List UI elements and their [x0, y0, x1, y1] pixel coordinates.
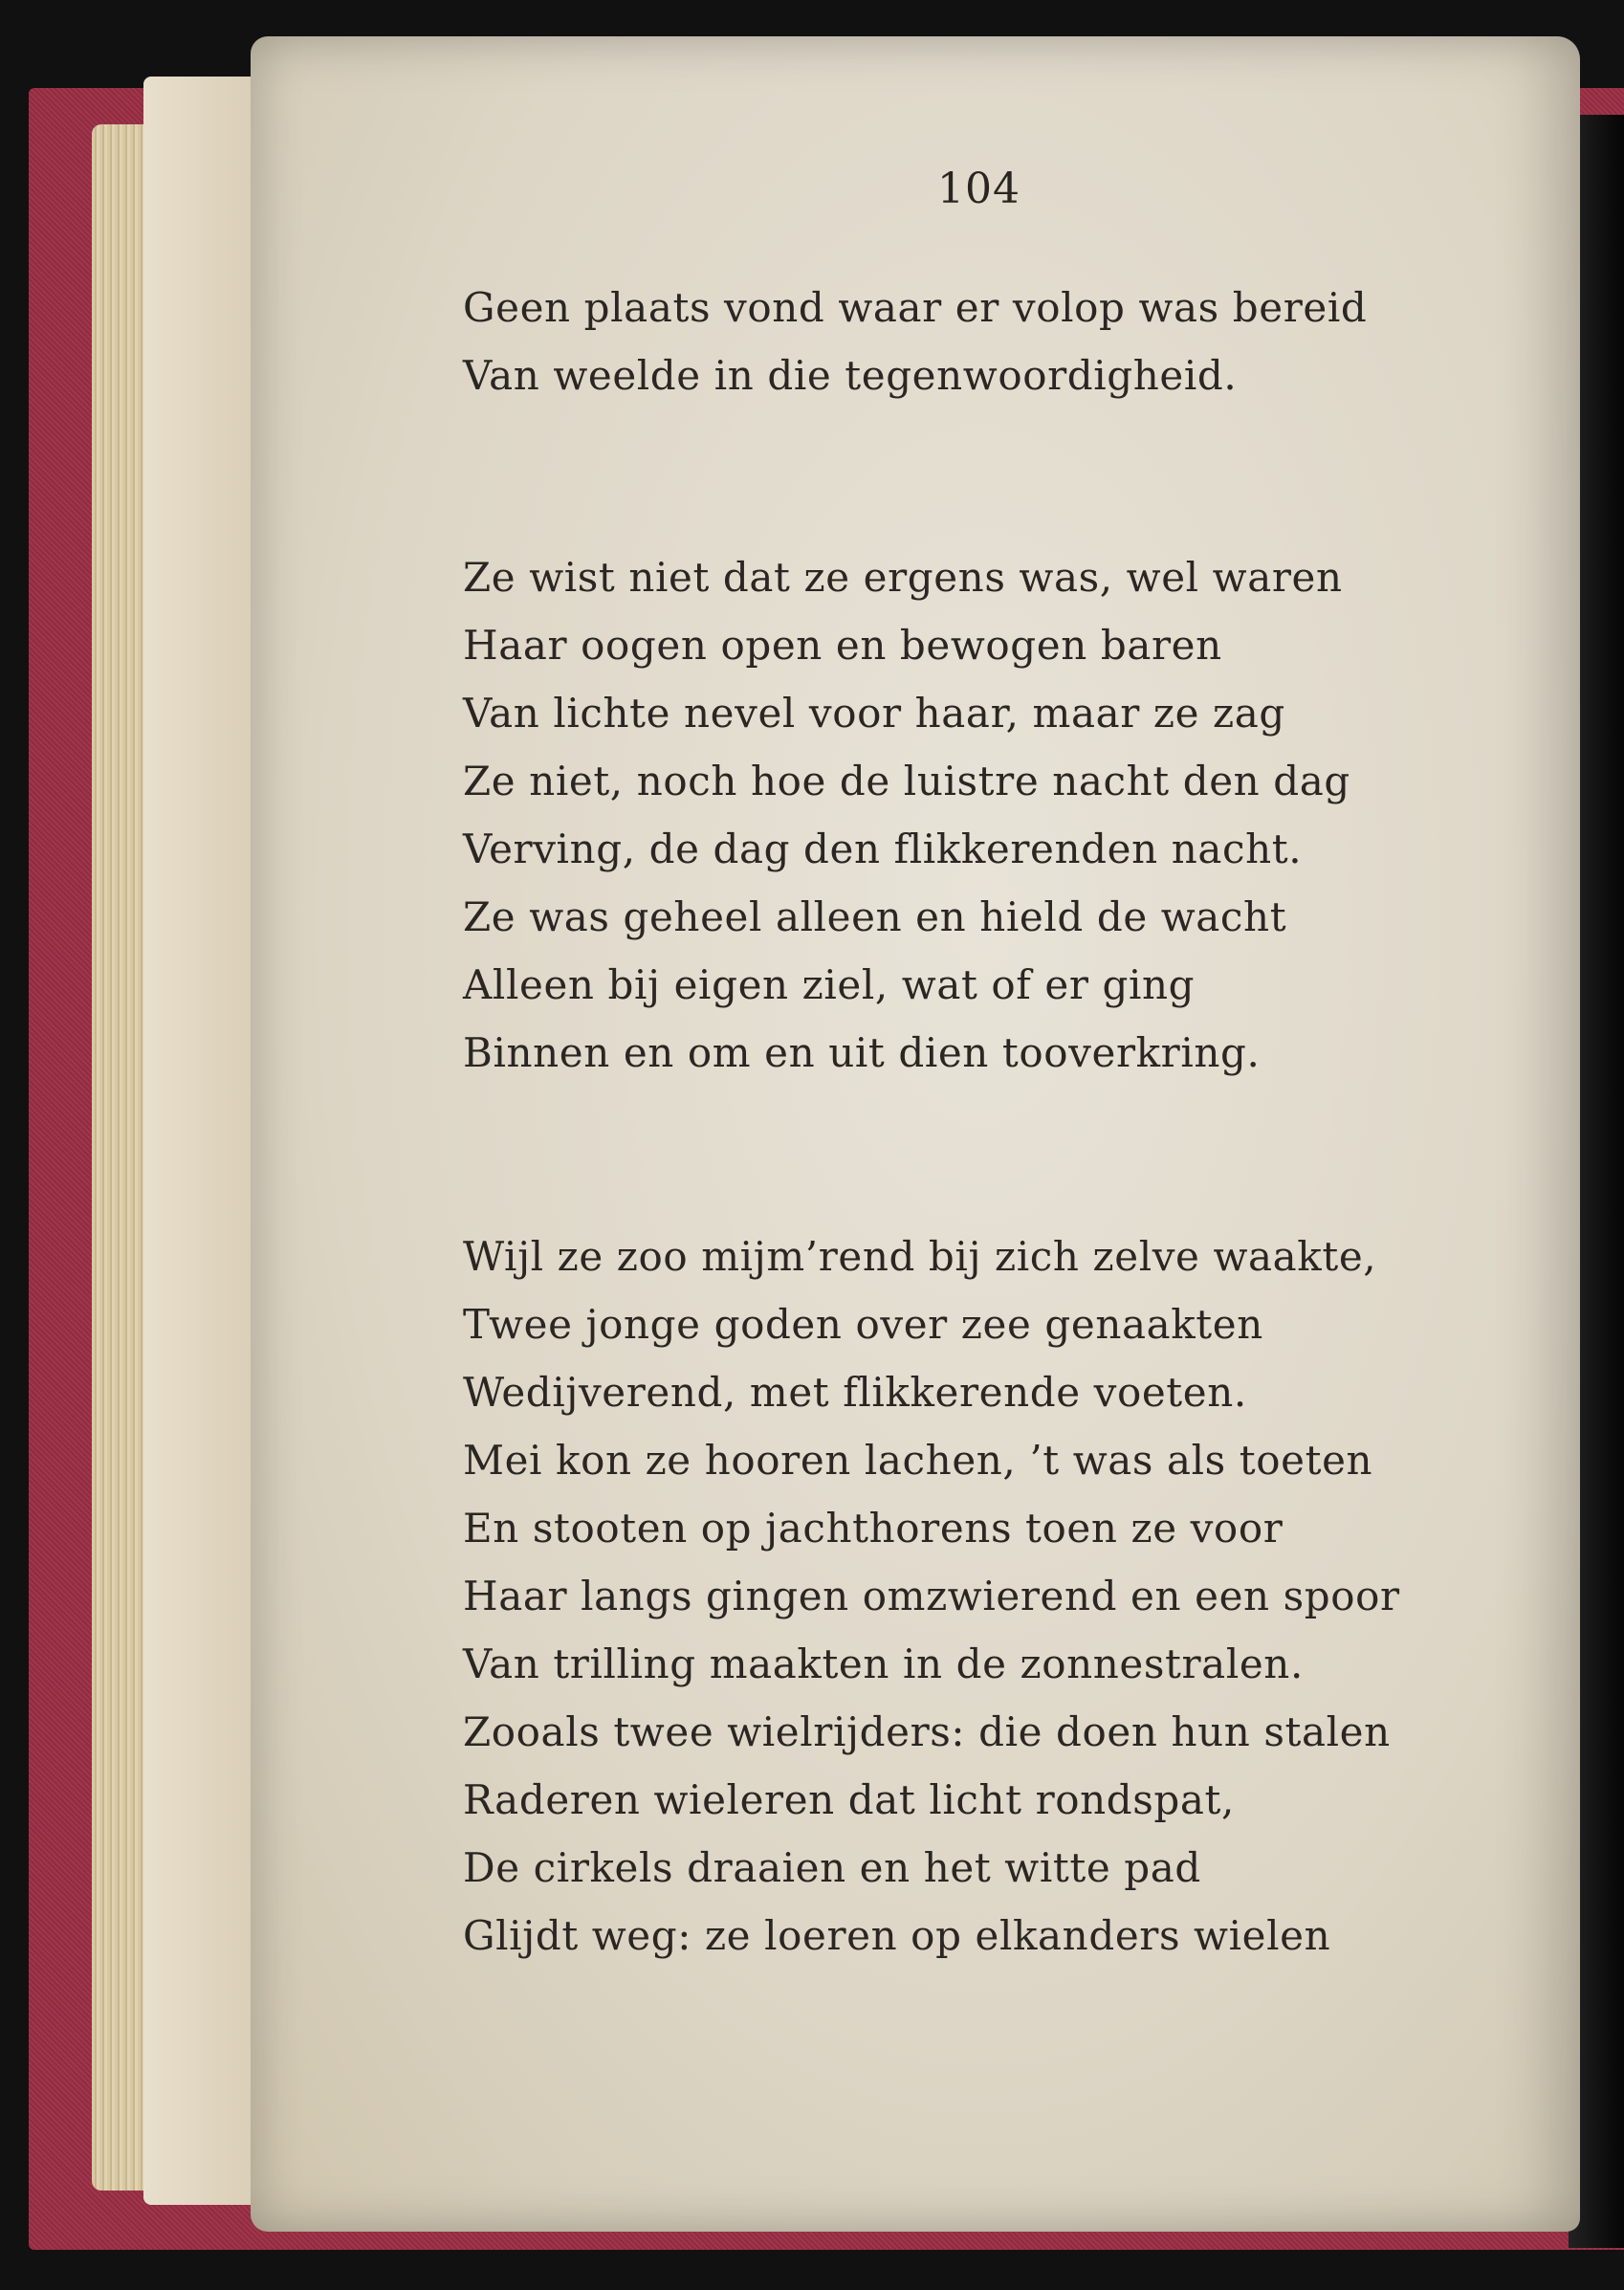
stanza-gap [463, 409, 1419, 543]
poem-line: Glijdt weg: ze loeren op elkanders wielen [463, 1912, 1331, 1959]
poem-line: Twee jonge goden over zee genaakten [463, 1301, 1263, 1348]
poem-line: Haar langs gingen omzwierend en een spoor [463, 1573, 1400, 1619]
poem-line: Van lichte nevel voor haar, maar ze zag [463, 690, 1285, 737]
page-number: 104 [937, 165, 1020, 213]
poem-line: Alleen bij eigen ziel, wat of er ging [463, 961, 1196, 1008]
stanza-1 [463, 274, 1419, 409]
poem-line: En stooten op jachthorens toen ze voor [463, 1505, 1284, 1552]
poem-line: Van trilling maakten in de zonnestralen. [463, 1640, 1304, 1687]
poem-text [463, 274, 1419, 1970]
poem-line: Van weelde in die tegenwoordigheid. [463, 352, 1238, 399]
poem-line: Geen plaats vond waar er volop was bereid [463, 284, 1368, 331]
stanza-3 [463, 1222, 1419, 1970]
stanza-2 [463, 543, 1419, 1087]
poem-line: Ze was geheel alleen en hield de wacht [463, 893, 1287, 940]
poem-line: Raderen wieleren dat licht rondspat, [463, 1776, 1235, 1823]
stanza-gap [463, 1087, 1419, 1222]
poem-line: Ze niet, noch hoe de luistre nacht den dag [463, 758, 1350, 804]
poem-line: Wedijverend, met flikkerende voeten. [463, 1369, 1247, 1416]
poem-line: Mei kon ze hooren lachen, ’t was als toeten [463, 1437, 1373, 1484]
poem-line: Wijl ze zoo mijm’rend bij zich zelve waakte, [463, 1233, 1377, 1280]
poem-line: Haar oogen open en bewogen baren [463, 622, 1222, 669]
poem-line: Verving, de dag den flikkerenden nacht. [463, 826, 1303, 872]
poem-line: De cirkels draaien en het witte pad [463, 1844, 1201, 1891]
poem-line: Ze wist niet dat ze ergens was, wel waren [463, 554, 1343, 601]
poem-line: Zooals twee wielrijders: die doen hun stalen [463, 1708, 1391, 1755]
poem-line: Binnen en om en uit dien tooverkring. [463, 1029, 1261, 1076]
